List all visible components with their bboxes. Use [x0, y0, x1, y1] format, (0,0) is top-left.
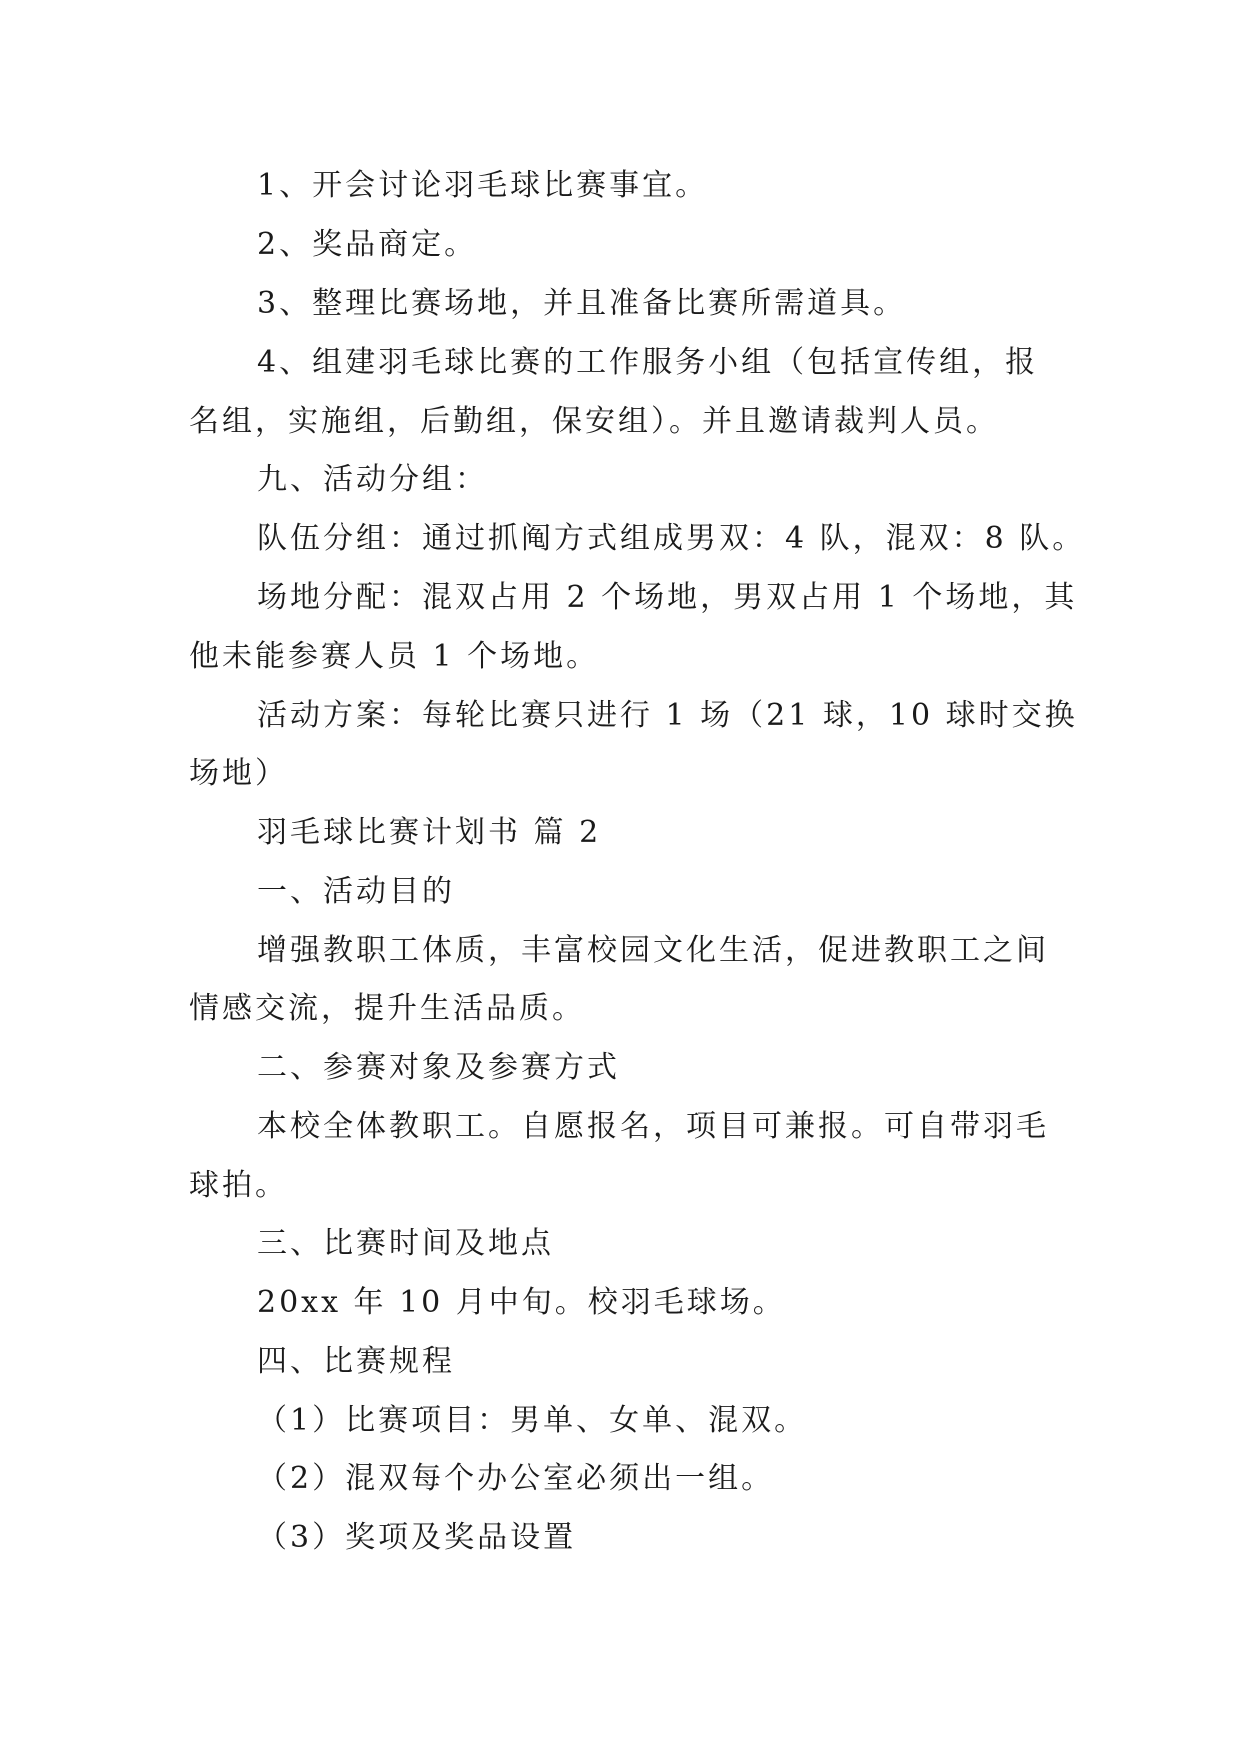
- list-item: （3）奖项及奖品设置: [257, 1520, 577, 1555]
- text-line: 名组，实施组，后勤组，保安组）。并且邀请裁判人员。: [189, 404, 999, 439]
- text-line: 3、整理比赛场地，并且准备比赛所需道具。: [257, 286, 907, 321]
- text-line: 球拍。: [189, 1168, 288, 1203]
- list-item: （2）混双每个办公室必须出一组。: [257, 1461, 775, 1496]
- section-heading: 四、比赛规程: [257, 1344, 455, 1379]
- text-line: 本校全体教职工。自愿报名，项目可兼报。可自带羽毛: [257, 1109, 1049, 1144]
- text-line: 场地）: [189, 756, 288, 791]
- section-heading: 二、参赛对象及参赛方式: [257, 1050, 620, 1085]
- section-heading: 九、活动分组：: [257, 462, 488, 497]
- document-title: 羽毛球比赛计划书 篇 2: [257, 815, 602, 850]
- text-line: 增强教职工体质，丰富校园文化生活，促进教职工之间: [257, 933, 1049, 968]
- text-line: 2、奖品商定。: [257, 227, 478, 262]
- text-line: 4、组建羽毛球比赛的工作服务小组（包括宣传组，报: [257, 345, 1039, 380]
- text-line: 情感交流，提升生活品质。: [189, 991, 585, 1026]
- list-item: （1）比赛项目：男单、女单、混双。: [257, 1403, 808, 1438]
- text-line: 他未能参赛人员 1 个场地。: [189, 639, 600, 674]
- text-line: 活动方案：每轮比赛只进行 1 场（21 球，10 球时交换: [257, 698, 1078, 733]
- section-heading: 一、活动目的: [257, 874, 455, 909]
- text-line: 队伍分组：通过抓阄方式组成男双：4 队，混双：8 队。: [257, 521, 1086, 556]
- text-line: 场地分配：混双占用 2 个场地，男双占用 1 个场地，其: [257, 580, 1078, 615]
- text-line: 1、开会讨论羽毛球比赛事宜。: [257, 168, 709, 203]
- text-line: 20xx 年 10 月中旬。校羽毛球场。: [257, 1285, 786, 1320]
- section-heading: 三、比赛时间及地点: [257, 1226, 554, 1261]
